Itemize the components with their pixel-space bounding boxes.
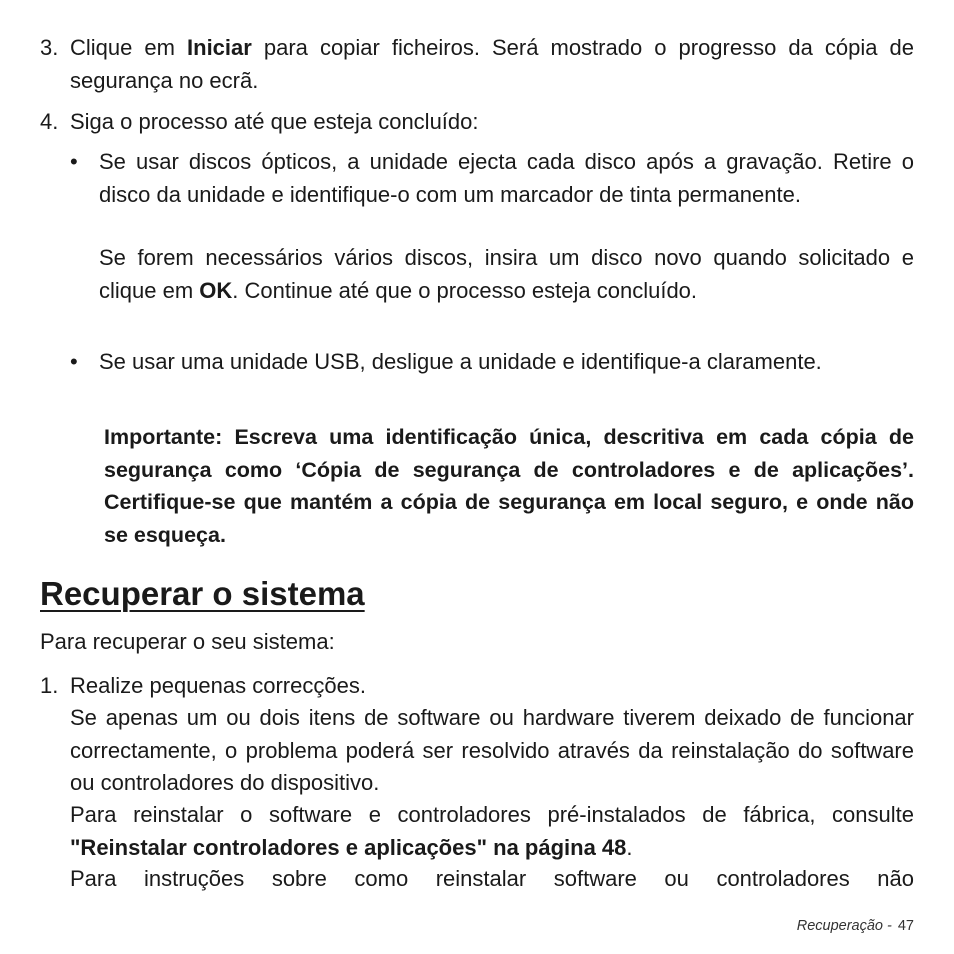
step-3-bold: Iniciar — [187, 35, 252, 60]
step-1-para-2 — [70, 799, 914, 864]
section-title: Recuperar o sistema — [40, 575, 365, 612]
page-number: 47 — [897, 918, 914, 934]
page-footer — [797, 918, 914, 934]
footer-section: Recuperação - — [796, 918, 892, 934]
step-3-pre: Clique em — [70, 35, 188, 60]
important-note: Importante: Escreva uma identificação única, descritiva em cada cópia de segurança como ‘Cópia de segurança de controladores e de aplicações’. Certifique-se que mantém a cópia de segurança em local seguro, e onde não se esqueça. — [104, 425, 914, 547]
step-4-number: 4. — [40, 109, 59, 134]
step-4-text: Siga o processo até que esteja concluído: — [70, 109, 479, 134]
bullet-1-para-1: Se usar discos ópticos, a unidade ejecta cada disco após a gravação. Retire o disco da unidade e identifique-o com um marcador de tinta permanente. — [99, 149, 914, 207]
bullet-2-symbol: • — [70, 349, 78, 374]
step-3-text — [70, 32, 914, 97]
step-1-para-1: Se apenas um ou dois itens de software ou hardware tiverem deixado de funcionar correctamente, o problema poderá ser resolvido através da reinstalação do software ou controladores do dispositivo. — [70, 705, 914, 795]
intro-text: Para recuperar o seu sistema: — [40, 629, 335, 654]
step-1-title: Realize pequenas correcções. — [70, 673, 366, 698]
step-1-para-2-post: . — [626, 834, 633, 860]
bullet-1-para-2 — [99, 242, 914, 307]
bullet-1-symbol: • — [70, 149, 78, 174]
step-1-para-3: Para instruções sobre como reinstalar software ou controladores não — [70, 866, 914, 891]
step-3-post: para copiar ficheiros. Será mostrado o progresso da cópia de segurança no ecrã. — [70, 35, 914, 93]
reinstall-page-link[interactable]: "Reinstalar controladores e aplicações" na página 48 — [70, 834, 627, 860]
step-1-para-2-pre: Para reinstalar o software e controladores pré-instalados de fábrica, consulte — [70, 802, 914, 827]
bullet-1-para-2-post: . Continue até que o processo esteja concluído. — [232, 277, 698, 303]
ok-bold: OK — [199, 277, 233, 303]
bullet-1-para-2-pre: Se forem necessários vários discos, insira um disco novo quando solicitado e clique em — [99, 245, 914, 303]
step-1-number: 1. — [40, 673, 59, 698]
step-3-number: 3. — [40, 35, 59, 60]
bullet-2-text: Se usar uma unidade USB, desligue a unidade e identifique-a claramente. — [99, 349, 822, 374]
